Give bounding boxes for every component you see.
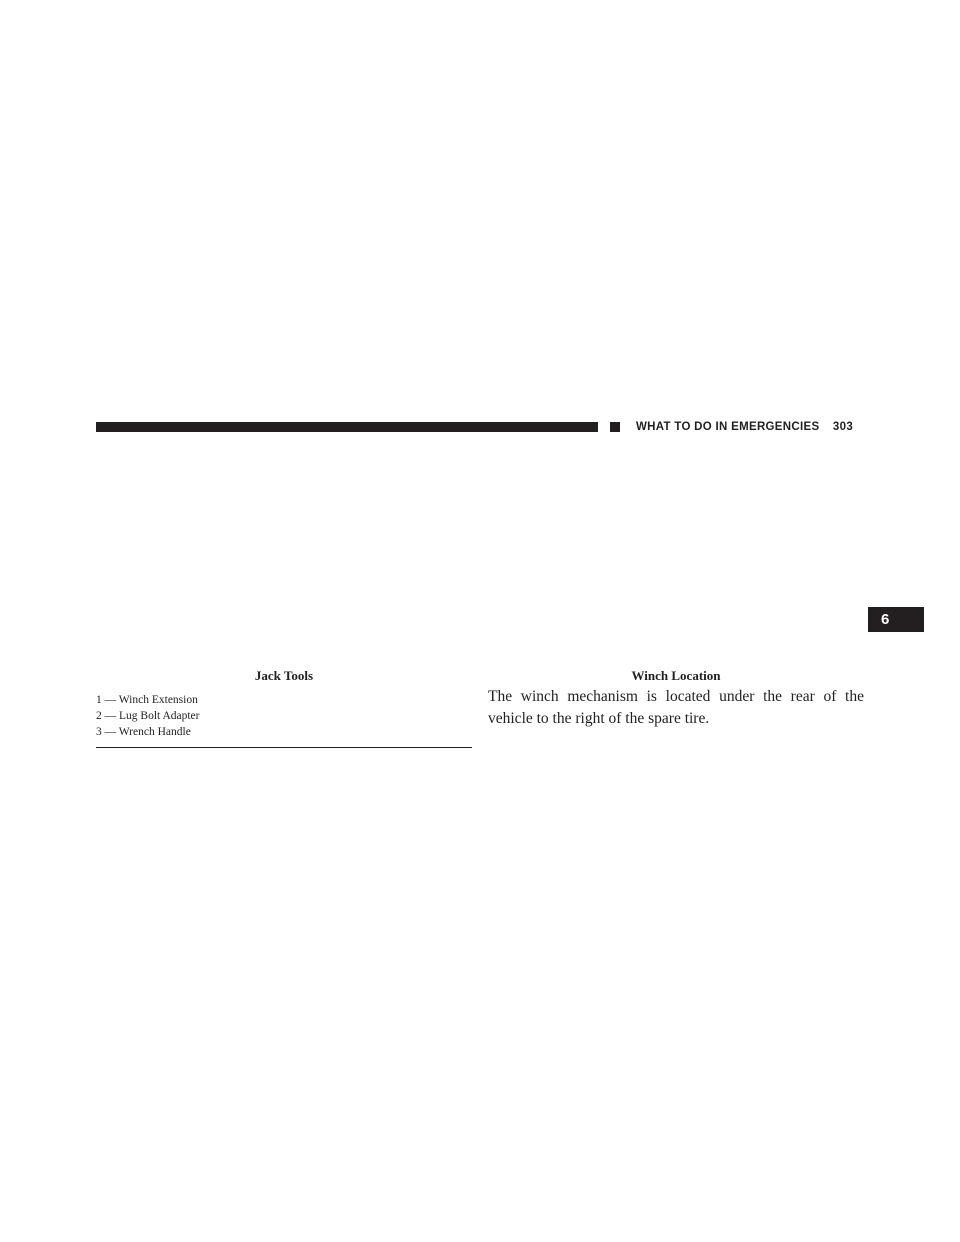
section-title: WHAT TO DO IN EMERGENCIES [636, 421, 820, 433]
figure-legend [96, 692, 472, 748]
header-rule-bar [96, 422, 598, 432]
figure-caption-jack-tools: Jack Tools [254, 668, 314, 683]
legend-item: 1 — Winch Extension [96, 694, 198, 706]
chapter-tab: 6 [868, 607, 924, 632]
figure-caption-winch-location: Winch Location [631, 668, 721, 683]
page-number: 303 [832, 421, 854, 433]
body-paragraph: The winch mechanism is located under the rear of the vehicle to the right of the spare tire. [488, 688, 864, 727]
header-rule-square [610, 422, 620, 432]
legend-item: 2 — Lug Bolt Adapter [96, 710, 200, 722]
running-header [636, 418, 853, 436]
legend-item: 3 — Wrench Handle [96, 726, 191, 738]
